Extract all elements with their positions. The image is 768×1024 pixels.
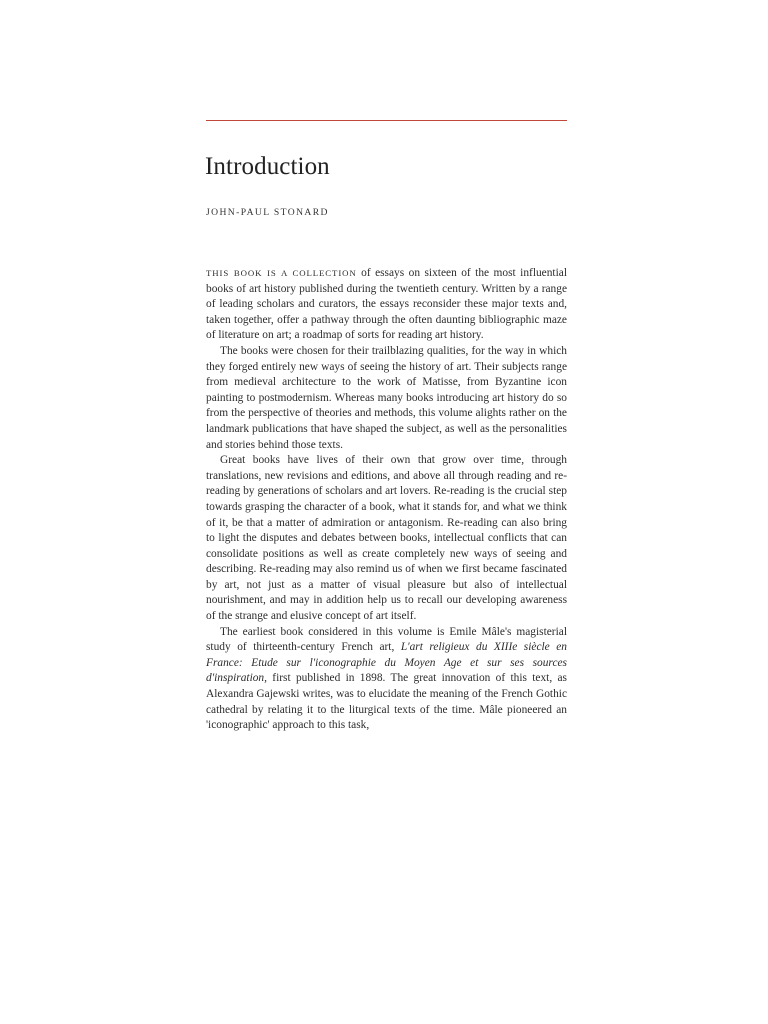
- paragraph-1: [206, 266, 567, 344]
- paragraph-3: Great books have lives of their own that grow over time, through translations, new revisions and editions, and above all through reading and re-reading by generations of scholars and art lovers. Re-reading is the crucial step towards grasping the character of a book, what it stands for, and what we think of it, be that a matter of admiration or antagonism. Re-reading can also bring to light the disputes and debates between books, intellectual conflicts that can consolidate positions as well as create completely new ways of seeing and describing. Re-reading may also remind us of when we first became fascinated by art, not just as a matter of visual pleasure but also of intellectual nourishment, and may in addition help us to recall our developing awareness of the strange and elusive concept of art itself.: [206, 454, 567, 623]
- paragraph-4-text-a: The earliest book considered in this volume is Emile Mâle's magisterial study of thirteenth-century French art,: [206, 625, 567, 654]
- paragraph-2: The books were chosen for their trailblazing qualities, for the way in which they forged entirely new ways of seeing the history of art. Their subjects range from medieval architecture to the work of Matisse, from Byzantine icon painting to postmodernism. Whereas many books introducing art history do so from the perspective of theories and methods, this volume alights rather on the landmark publications that have shaped the subject, as well as the personalities and stories behind those texts.: [206, 344, 567, 451]
- chapter-title: Introduction: [205, 153, 330, 180]
- book-title-italic: L'art religieux du XIIIe siècle en France: Etude sur l'iconographie du Moyen Age et sur ses sources d'inspiration,: [206, 641, 568, 685]
- paragraph-lead-in: THIS BOOK IS A COLLECTION: [206, 268, 357, 278]
- chapter-body: [206, 266, 567, 734]
- chapter-author: JOHN-PAUL STONARD: [206, 207, 329, 218]
- paragraph-4-text-b: first published in 1898. The great innovation of this text, as Alexandra Gajewski writes, was to elucidate the meaning of the French Gothic cathedral by relating it to the liturgical texts of the time. Mâle pioneered an 'iconographic' approach to this task,: [206, 672, 567, 732]
- paragraph-1-text: of essays on sixteen of the most influential books of art history published during the twentieth century. Written by a range of leading scholars and curators, the essays reconsider these major texts and, taken together, offer a pathway through the often daunting bibliographic maze of literature on art; a roadmap of sorts for reading art history.: [206, 267, 567, 342]
- chapter-rule: [206, 120, 567, 121]
- paragraph-4: [206, 625, 567, 734]
